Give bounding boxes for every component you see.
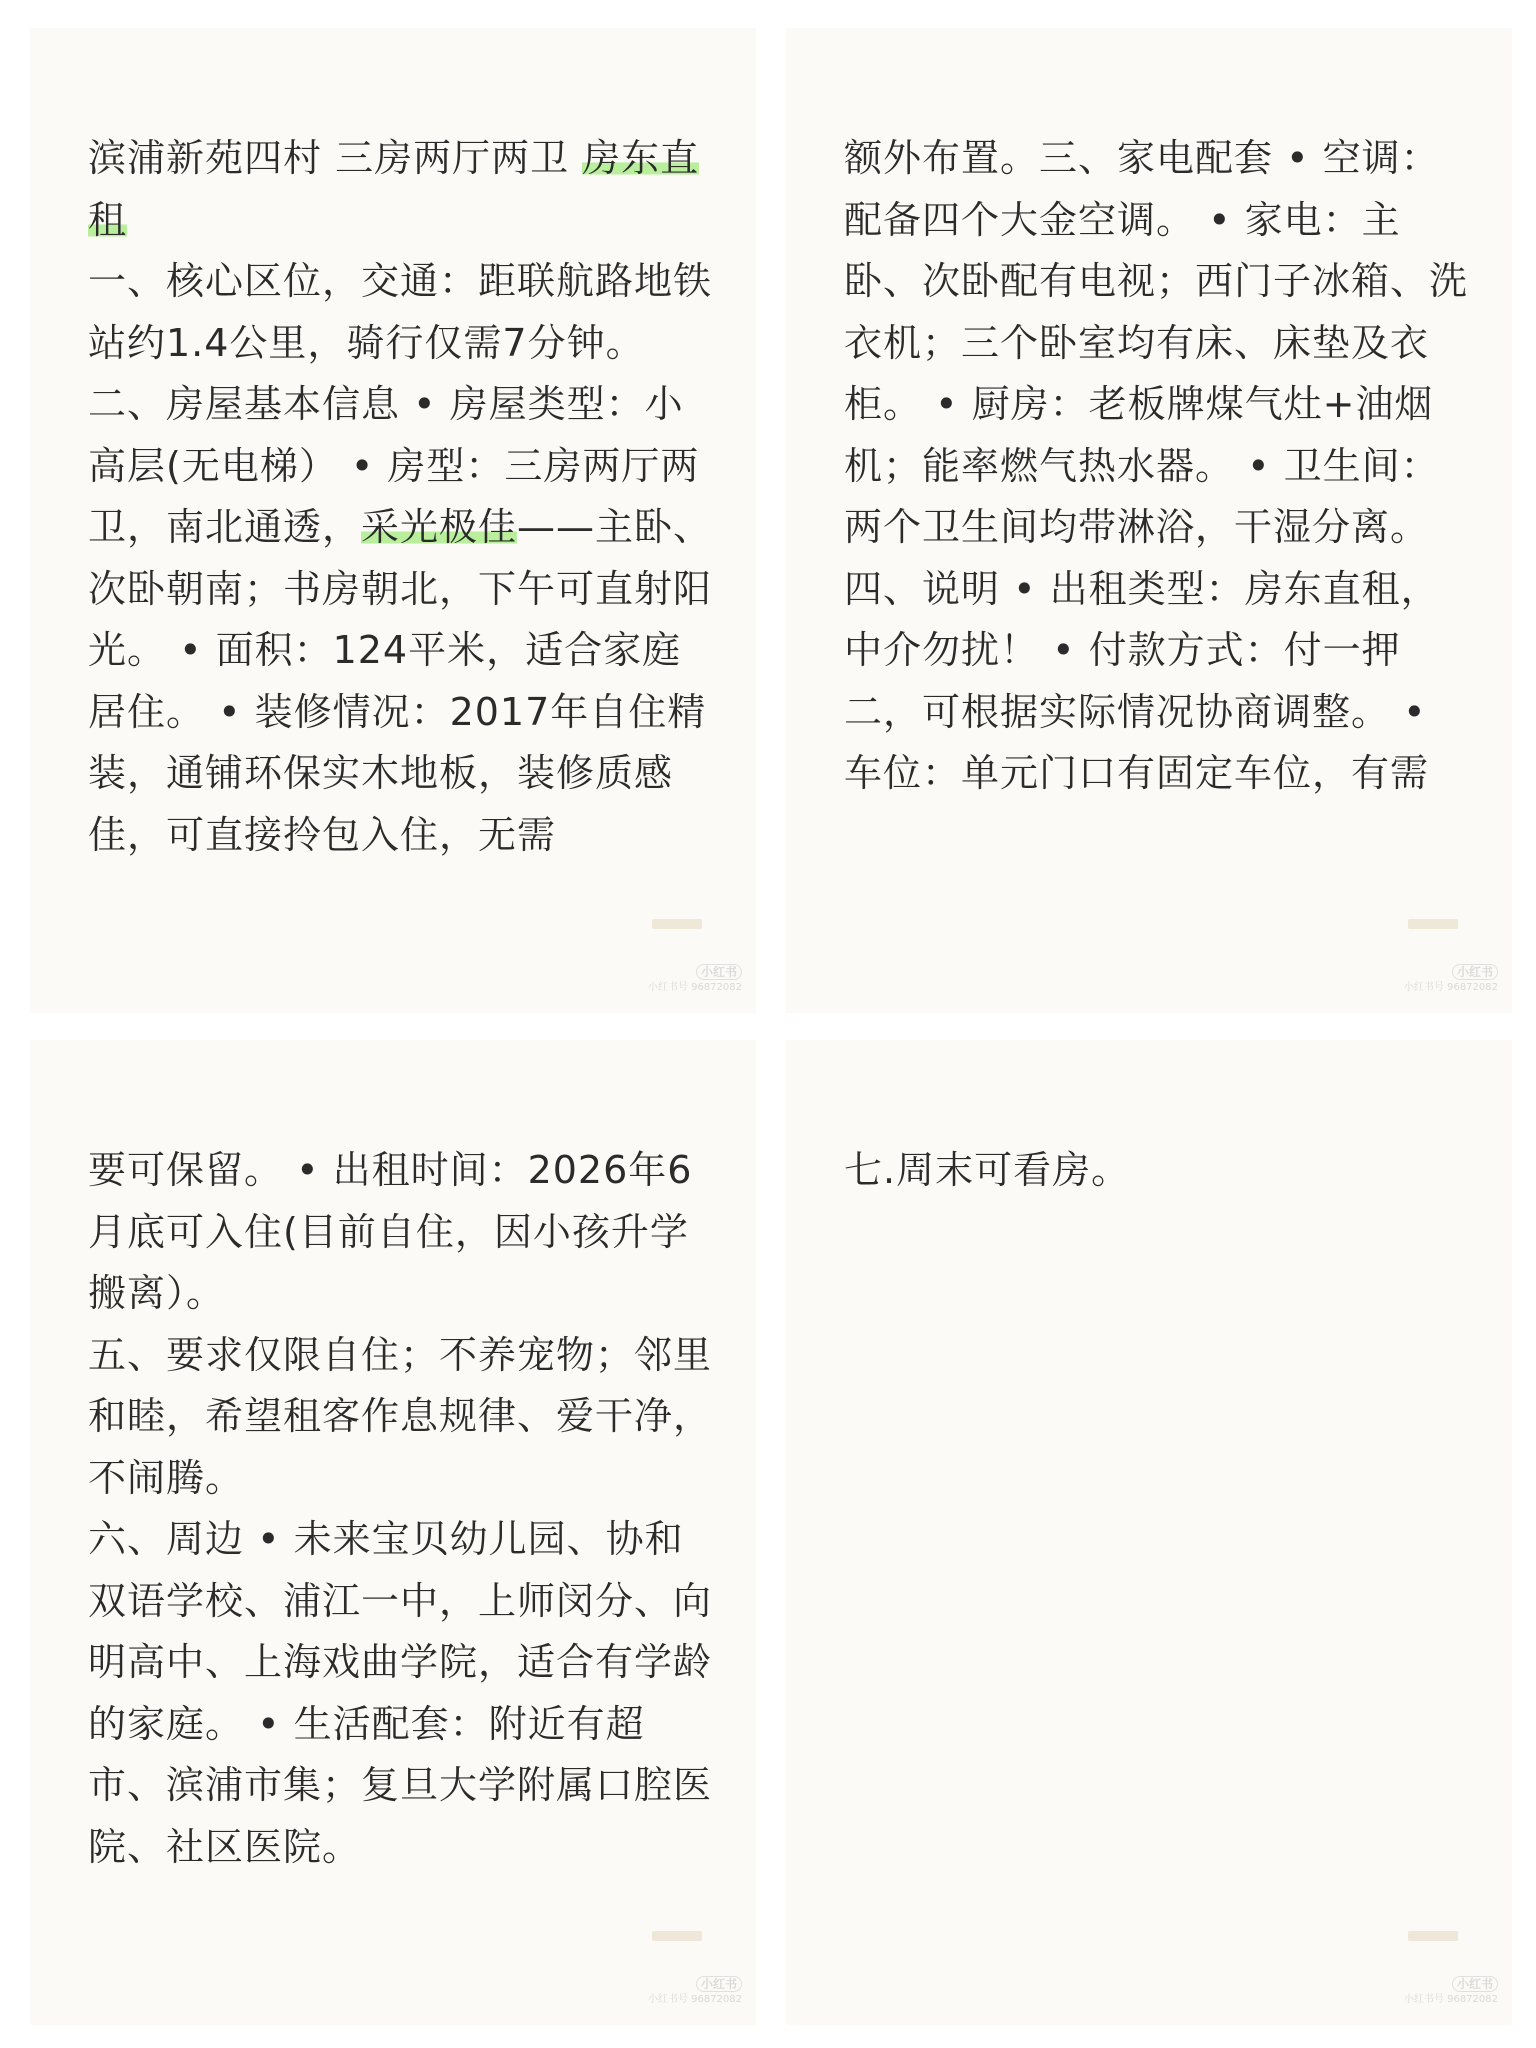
highlighted-text: 房东直租 bbox=[88, 136, 700, 242]
text-segment: 七.周末可看房。 bbox=[844, 1148, 1131, 1192]
text-segment: 一、核心区位，交通：距联航路地铁站约1.4公里，骑行仅需7分钟。 bbox=[88, 259, 713, 365]
text-segment: 四、说明 • 出租类型：房东直租，中介勿扰！ • 付款方式：付一押二，可根据实际情况协商调整。 • 车位：单元门口有固定车位，有需 bbox=[844, 566, 1440, 795]
highlighted-text: 采光极佳 bbox=[361, 505, 518, 549]
page-divider-mark bbox=[1408, 919, 1458, 929]
text-segment: 二、房屋基本信息 • 房屋类型：小高层(无电梯） • 房型：三房两厅两卫，南北通透， bbox=[88, 382, 700, 549]
page-divider-mark bbox=[652, 919, 702, 929]
text-segment: 六、周边 • 未来宝贝幼儿园、协和双语学校、浦江一中，上师闵分、向明高中、上海戏曲学院，适合有学龄的家庭。 • 生活配套：附近有超市、滨浦市集；复旦大学附属口腔医院、社区医院。 bbox=[88, 1517, 713, 1869]
note-page-3 bbox=[30, 1040, 756, 2025]
text-segment: ——主卧、次卧朝南；书房朝北，下午可直射阳光。 • 面积：124平米，适合家庭居住。 • 装修情况：2017年自住精装，通铺环保实木地板，装修质感佳，可直接拎包入住，无需 bbox=[88, 505, 713, 857]
watermark-id: 小红书号 96872082 bbox=[647, 1994, 742, 2005]
watermark-logo: 小红书 bbox=[696, 964, 742, 980]
page-4-text bbox=[844, 1140, 1474, 1202]
watermark bbox=[1404, 1976, 1498, 2007]
watermark-logo: 小红书 bbox=[696, 1976, 742, 1992]
paragraph bbox=[88, 128, 718, 251]
watermark bbox=[648, 964, 742, 995]
watermark-logo: 小红书 bbox=[1452, 964, 1498, 980]
note-page-2 bbox=[786, 28, 1512, 1013]
watermark-logo: 小红书 bbox=[1452, 1976, 1498, 1992]
paragraph bbox=[88, 1509, 718, 1878]
note-page-4 bbox=[786, 1040, 1512, 2025]
paragraph bbox=[844, 128, 1474, 559]
paragraph bbox=[88, 374, 718, 866]
page-1-text bbox=[88, 128, 718, 866]
watermark-id: 小红书号 96872082 bbox=[647, 982, 742, 993]
page-3-text bbox=[88, 1140, 718, 1878]
page-divider-mark bbox=[1408, 1931, 1458, 1941]
text-segment: 额外布置。三、家电配套 • 空调：配备四个大金空调。 • 家电：主卧、次卧配有电视；西门子冰箱、洗衣机；三个卧室均有床、床垫及衣柜。 • 厨房：老板牌煤气灶+油烟机；能率燃气热水器。 • 卫生间：两个卫生间均带淋浴，干湿分离。 bbox=[844, 136, 1469, 549]
paragraph bbox=[844, 1140, 1474, 1202]
note-page-1 bbox=[30, 28, 756, 1013]
paragraph bbox=[88, 1325, 718, 1510]
watermark-id: 小红书号 96872082 bbox=[1403, 982, 1498, 993]
text-segment: 五、要求仅限自住；不养宠物；邻里和睦，希望租客作息规律、爱干净，不闹腾。 bbox=[88, 1332, 713, 1500]
paragraph bbox=[844, 559, 1474, 805]
watermark-id: 小红书号 96872082 bbox=[1403, 1994, 1498, 2005]
page-divider-mark bbox=[652, 1931, 702, 1941]
paragraph bbox=[88, 1140, 718, 1325]
text-segment: 要可保留。 • 出租时间：2026年6月底可入住(目前自住，因小孩升学搬离）。 bbox=[88, 1148, 693, 1315]
watermark bbox=[1404, 964, 1498, 995]
page-2-text bbox=[844, 128, 1474, 805]
watermark bbox=[648, 1976, 742, 2007]
paragraph bbox=[88, 251, 718, 374]
text-segment: 滨浦新苑四村 三房两厅两卫 bbox=[88, 136, 583, 180]
